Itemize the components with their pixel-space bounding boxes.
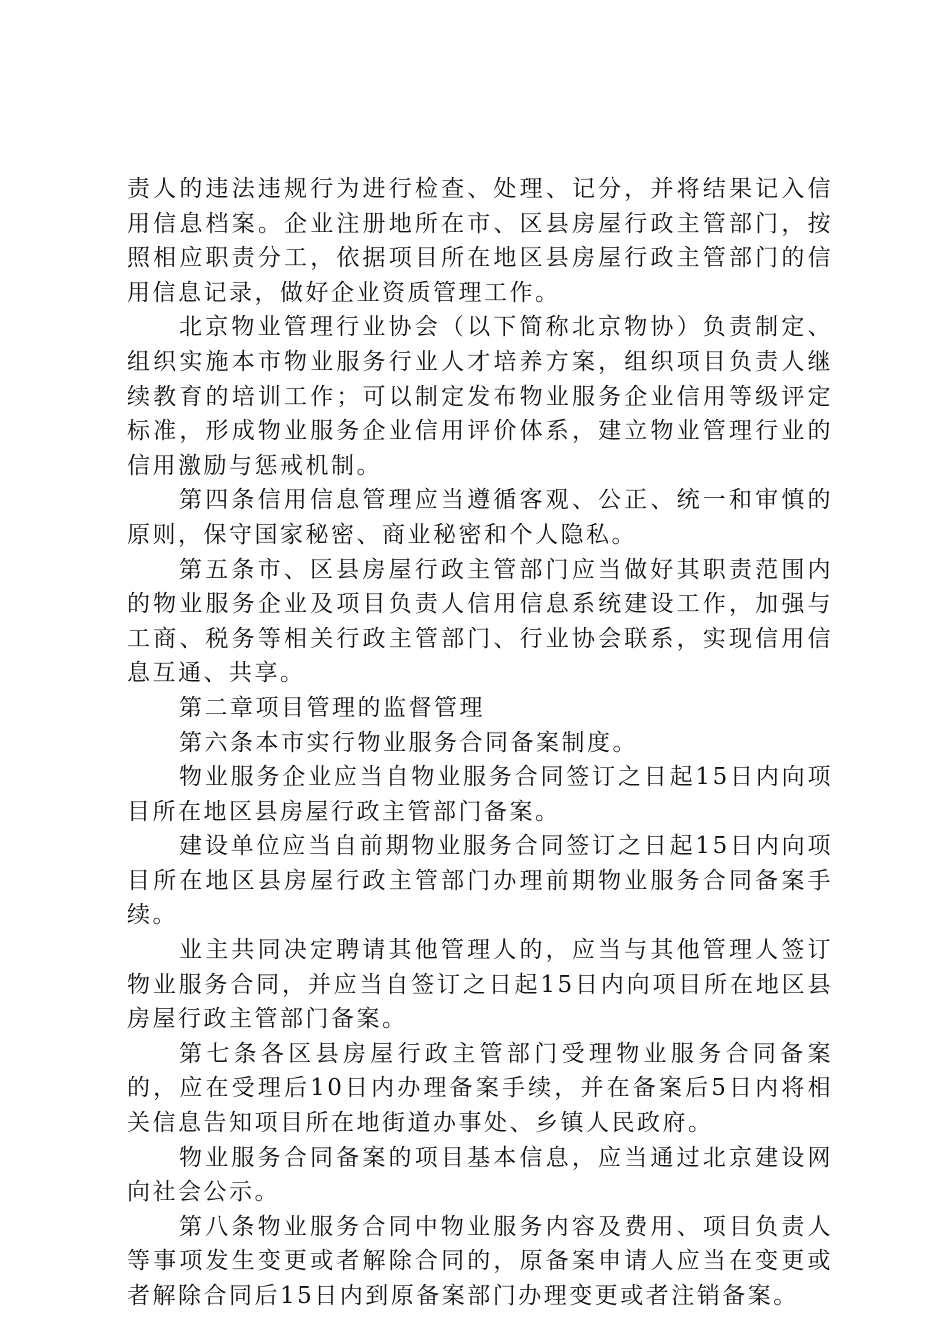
paragraph-4: 第五条市、区县房屋行政主管部门应当做好其职责范围内的物业服务企业及项目负责人信用信息系统建设工作，加强与工商、税务等相关行政主管部门、行业协会联系，实现信用信息互通、共享。 <box>127 556 833 687</box>
paragraph-3: 第四条信用信息管理应当遵循客观、公正、统一和审慎的原则，保守国家秘密、商业秘密和个人隐私。 <box>127 487 833 548</box>
paragraph-12: 第八条物业服务合同中物业服务内容及费用、项目负责人等事项发生变更或者解除合同的，原备案申请人应当在变更或者解除合同后15日内到原备案部门办理变更或者注销备案。 <box>127 1213 833 1309</box>
paragraph-1: 责人的违法违规行为进行检查、处理、记分，并将结果记入信用信息档案。企业注册地所在市、区县房屋行政主管部门，按照相应职责分工，依据项目所在地区县房屋行政主管部门的信用信息记录，做好企业资质管理工作。 <box>127 176 833 306</box>
paragraph-6: 第六条本市实行物业服务合同备案制度。 <box>179 729 638 756</box>
document-body <box>127 172 833 1314</box>
paragraph-9: 业主共同决定聘请其他管理人的，应当与其他管理人签订物业服务合同，并应当自签订之日起15日内向项目所在地区县房屋行政主管部门备案。 <box>127 937 833 1033</box>
paragraph-11: 物业服务合同备案的项目基本信息，应当通过北京建设网向社会公示。 <box>127 1144 833 1206</box>
paragraph-8: 建设单位应当自前期物业服务合同签订之日起15日内向项目所在地区县房屋行政主管部门办理前期物业服务合同备案手续。 <box>127 833 833 929</box>
chapter-heading: 第二章项目管理的监督管理 <box>179 694 485 721</box>
paragraph-7: 物业服务企业应当自物业服务合同签订之日起15日内向项目所在地区县房屋行政主管部门备案。 <box>127 764 833 825</box>
paragraph-2: 北京物业管理行业协会（以下简称北京物协）负责制定、组织实施本市物业服务行业人才培养方案，组织项目负责人继续教育的培训工作；可以制定发布物业服务企业信用等级评定标准，形成物业服务企业信用评价体系，建立物业管理行业的信用激励与惩戒机制。 <box>127 314 833 479</box>
paragraph-10: 第七条各区县房屋行政主管部门受理物业服务合同备案的，应在受理后10日内办理备案手续，并在备案后5日内将相关信息告知项目所在地街道办事处、乡镇人民政府。 <box>127 1040 833 1137</box>
